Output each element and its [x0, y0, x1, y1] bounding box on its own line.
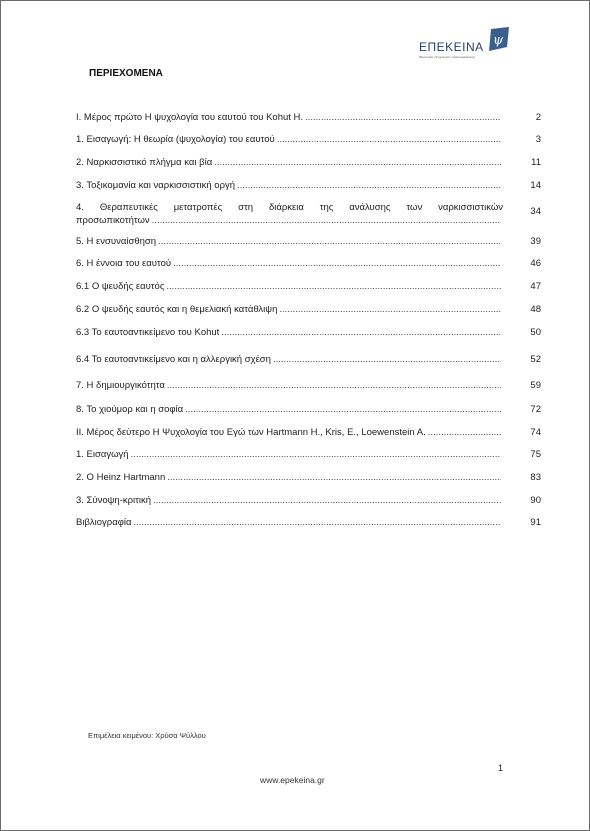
toc-entry[interactable]: Βιβλιογραφία ..... 91: [76, 516, 541, 529]
toc-entry[interactable]: Ι. Μέρος πρώτο Η ψυχολογία του εαυτού του Kohut H. ..... 2: [76, 111, 541, 124]
logo-wordmark: ΕΠΕΚΕΙΝΑ: [419, 40, 484, 54]
toc-entry[interactable]: 5. Η ενσυναίσθηση ..... 39: [76, 235, 541, 248]
toc-entry[interactable]: 2. Ναρκισσιστικό πλήγμα και βία ..... 11: [76, 156, 541, 169]
toc-entry[interactable]: 1. Εισαγωγή: Η θεωρία (ψυχολογία) του εαυτού ..... 3: [76, 133, 541, 146]
toc-heading: ΠΕΡΙΕΧΟΜΕΝΑ: [89, 68, 163, 79]
toc-entry[interactable]: 3. Τοξικομανία και ναρκισσιστική οργή ..... 14: [76, 179, 541, 192]
toc-entry[interactable]: ΙΙ. Μέρος δεύτερο Η Ψυχολογία του Εγώ των Hartmann H., Kris, E., Loewenstein A. ..... 74: [76, 426, 541, 439]
toc-entry[interactable]: 3. Σύνοψη-κριτική ..... 90: [76, 494, 541, 507]
toc-entry[interactable]: 6.4 Το εαυτοαντικείμενο και η αλλεργική σχέση ..... 52: [76, 353, 541, 366]
page-number: 1: [498, 763, 504, 773]
toc-entry[interactable]: 1. Εισαγωγή ..... 75: [76, 448, 541, 461]
toc-entry[interactable]: 4. Θεραπευτικές μετατροπές στη διάρκεια της ανάλυσης των ναρκισσιστικών προσωπικοτήτων ..... 34: [76, 201, 541, 227]
logo-psi-icon: [487, 27, 509, 51]
svg-text:ψ: ψ: [493, 33, 504, 48]
toc-entry[interactable]: 8. Το χιούμορ και η σοφία ..... 72: [76, 403, 541, 416]
toc-entry[interactable]: 6.1 Ο ψευδής εαυτός ..... 47: [76, 280, 541, 293]
toc-entry[interactable]: 2. Ο Heinz Hartmann ..... 83: [76, 471, 541, 484]
toc-entry[interactable]: 6.3 Το εαυτοαντικείμενο του Kohut ..... 50: [76, 326, 541, 339]
toc-entry[interactable]: 6.2 Ο ψευδής εαυτός και η θεμελιακή κατάθλιψη ..... 48: [76, 303, 541, 316]
epekeina-logo: [419, 27, 509, 61]
toc-entry[interactable]: 6. Η έννοια του εαυτού ..... 46: [76, 257, 541, 270]
editor-credit: Επιμέλεια κειμένου: Χρύσα Ψύλλου: [88, 731, 206, 740]
logo-subtitle: Φιλοσοφία | Ψυχολογία | www.epekeina.gr: [419, 55, 476, 59]
toc-entry[interactable]: 7. Η δημιουργικότητα ..... 59: [76, 379, 541, 392]
footer-url[interactable]: www.epekeina.gr: [260, 775, 325, 785]
